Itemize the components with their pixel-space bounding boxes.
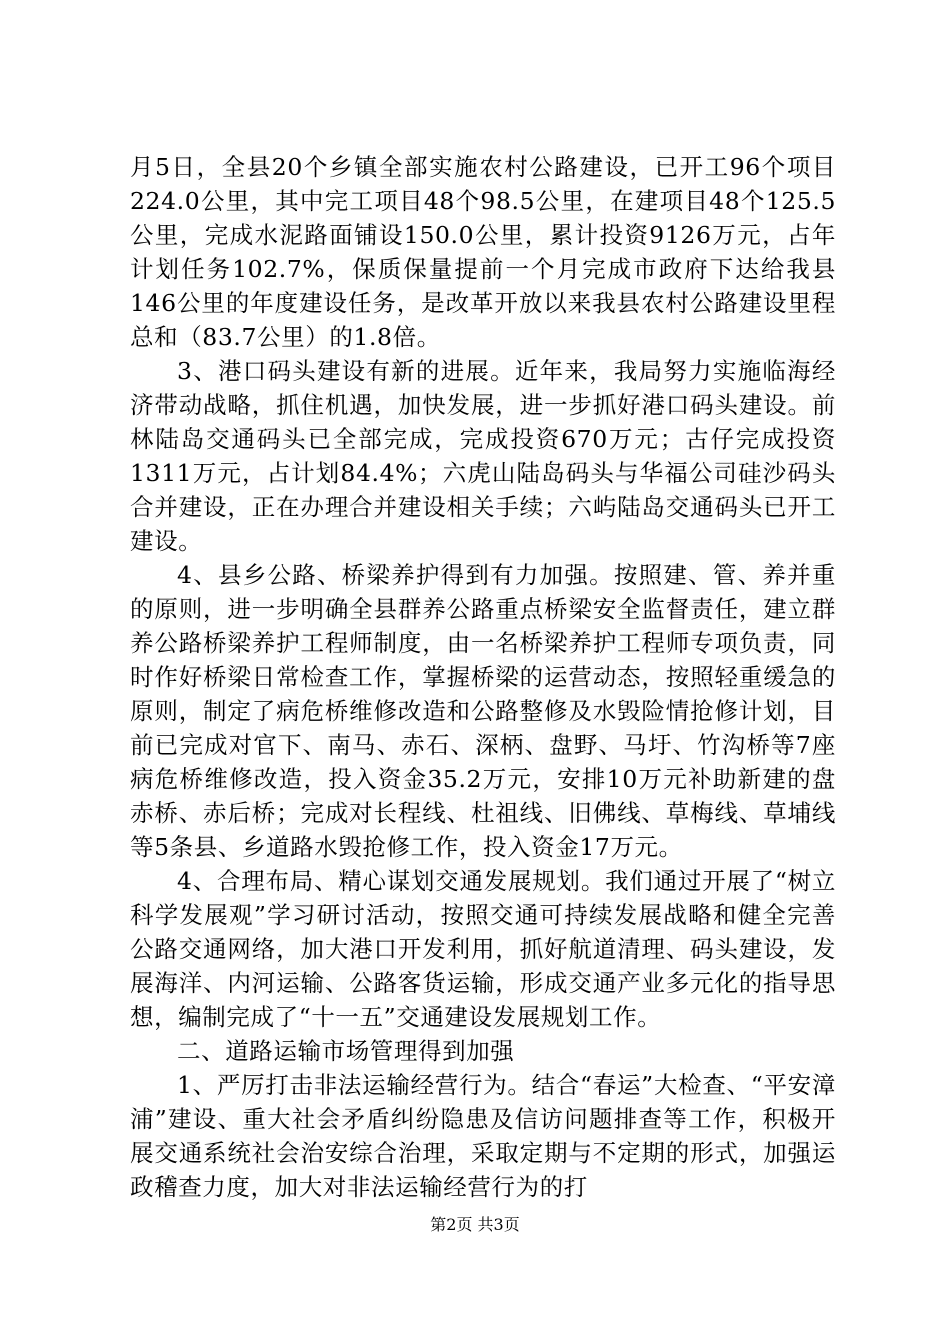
page-number-footer: 第2页 共3页 <box>430 1215 520 1234</box>
paragraph-development-planning: 4、合理布局、精心谋划交通发展规划。我们通过开展了“树立科学发展观”学习研讨活动，按照交通可持续发展战略和健全完善公路交通网络，加大港口开发利用，抓好航道清理、码头建设，发展海洋、内河运输、公路客货运输，形成交通产业多元化的指导思想，编制完成了“十一五”交通建设发展规划工作。 <box>130 867 836 1031</box>
paragraph-illegal-transport: 1、严厉打击非法运输经营行为。结合“春运”大检查、“平安漳浦”建设、重大社会矛盾纠纷隐患及信访问题排查等工作，积极开展交通系统社会治安综合治理，采取定期与不定期的形式，加强运政稽查力度，加大对非法运输经营行为的打 <box>130 1071 836 1201</box>
paragraph-port-construction: 3、港口码头建设有新的进展。近年来，我局努力实施临海经济带动战略，抓住机遇，加快发展，进一步抓好港口码头建设。前林陆岛交通码头已全部完成，完成投资670万元；古仔完成投资1311万元，占计划84.4%；六虎山陆岛码头与华福公司硅沙码头合并建设，正在办理合并建设相关手续；六屿陆岛交通码头已开工建设。 <box>130 357 836 555</box>
document-body <box>130 150 836 1204</box>
paragraph-road-bridge-maintenance: 4、县乡公路、桥梁养护得到有力加强。按照建、管、养并重的原则，进一步明确全县群养公路重点桥梁安全监督责任，建立群养公路桥梁养护工程师制度，由一名桥梁养护工程师专项负责，同时作好桥梁日常检查工作，掌握桥梁的运营动态，按照轻重缓急的原则，制定了病危桥维修改造和公路整修及水毁险情抢修计划，目前已完成对官下、南马、赤石、深柄、盘野、马圩、竹沟桥等7座病危桥维修改造，投入资金35.2万元，安排10万元补助新建的盘赤桥、赤后桥；完成对长程线、杜祖线、旧佛线、草梅线、草埔线等5条县、乡道路水毁抢修工作，投入资金17万元。 <box>130 561 836 861</box>
section-heading-road-transport: 二、道路运输市场管理得到加强 <box>177 1037 515 1065</box>
paragraph-rural-roads: 月5日，全县20个乡镇全部实施农村公路建设，已开工96个项目224.0公里，其中完工项目48个98.5公里，在建项目48个125.5公里，完成水泥路面铺设150.0公里，累计投资9126万元，占年计划任务102.7%，保质保量提前一个月完成市政府下达给我县146公里的年度建设任务，是改革开放以来我县农村公路建设里程总和（83.7公里）的1.8倍。 <box>130 153 836 351</box>
